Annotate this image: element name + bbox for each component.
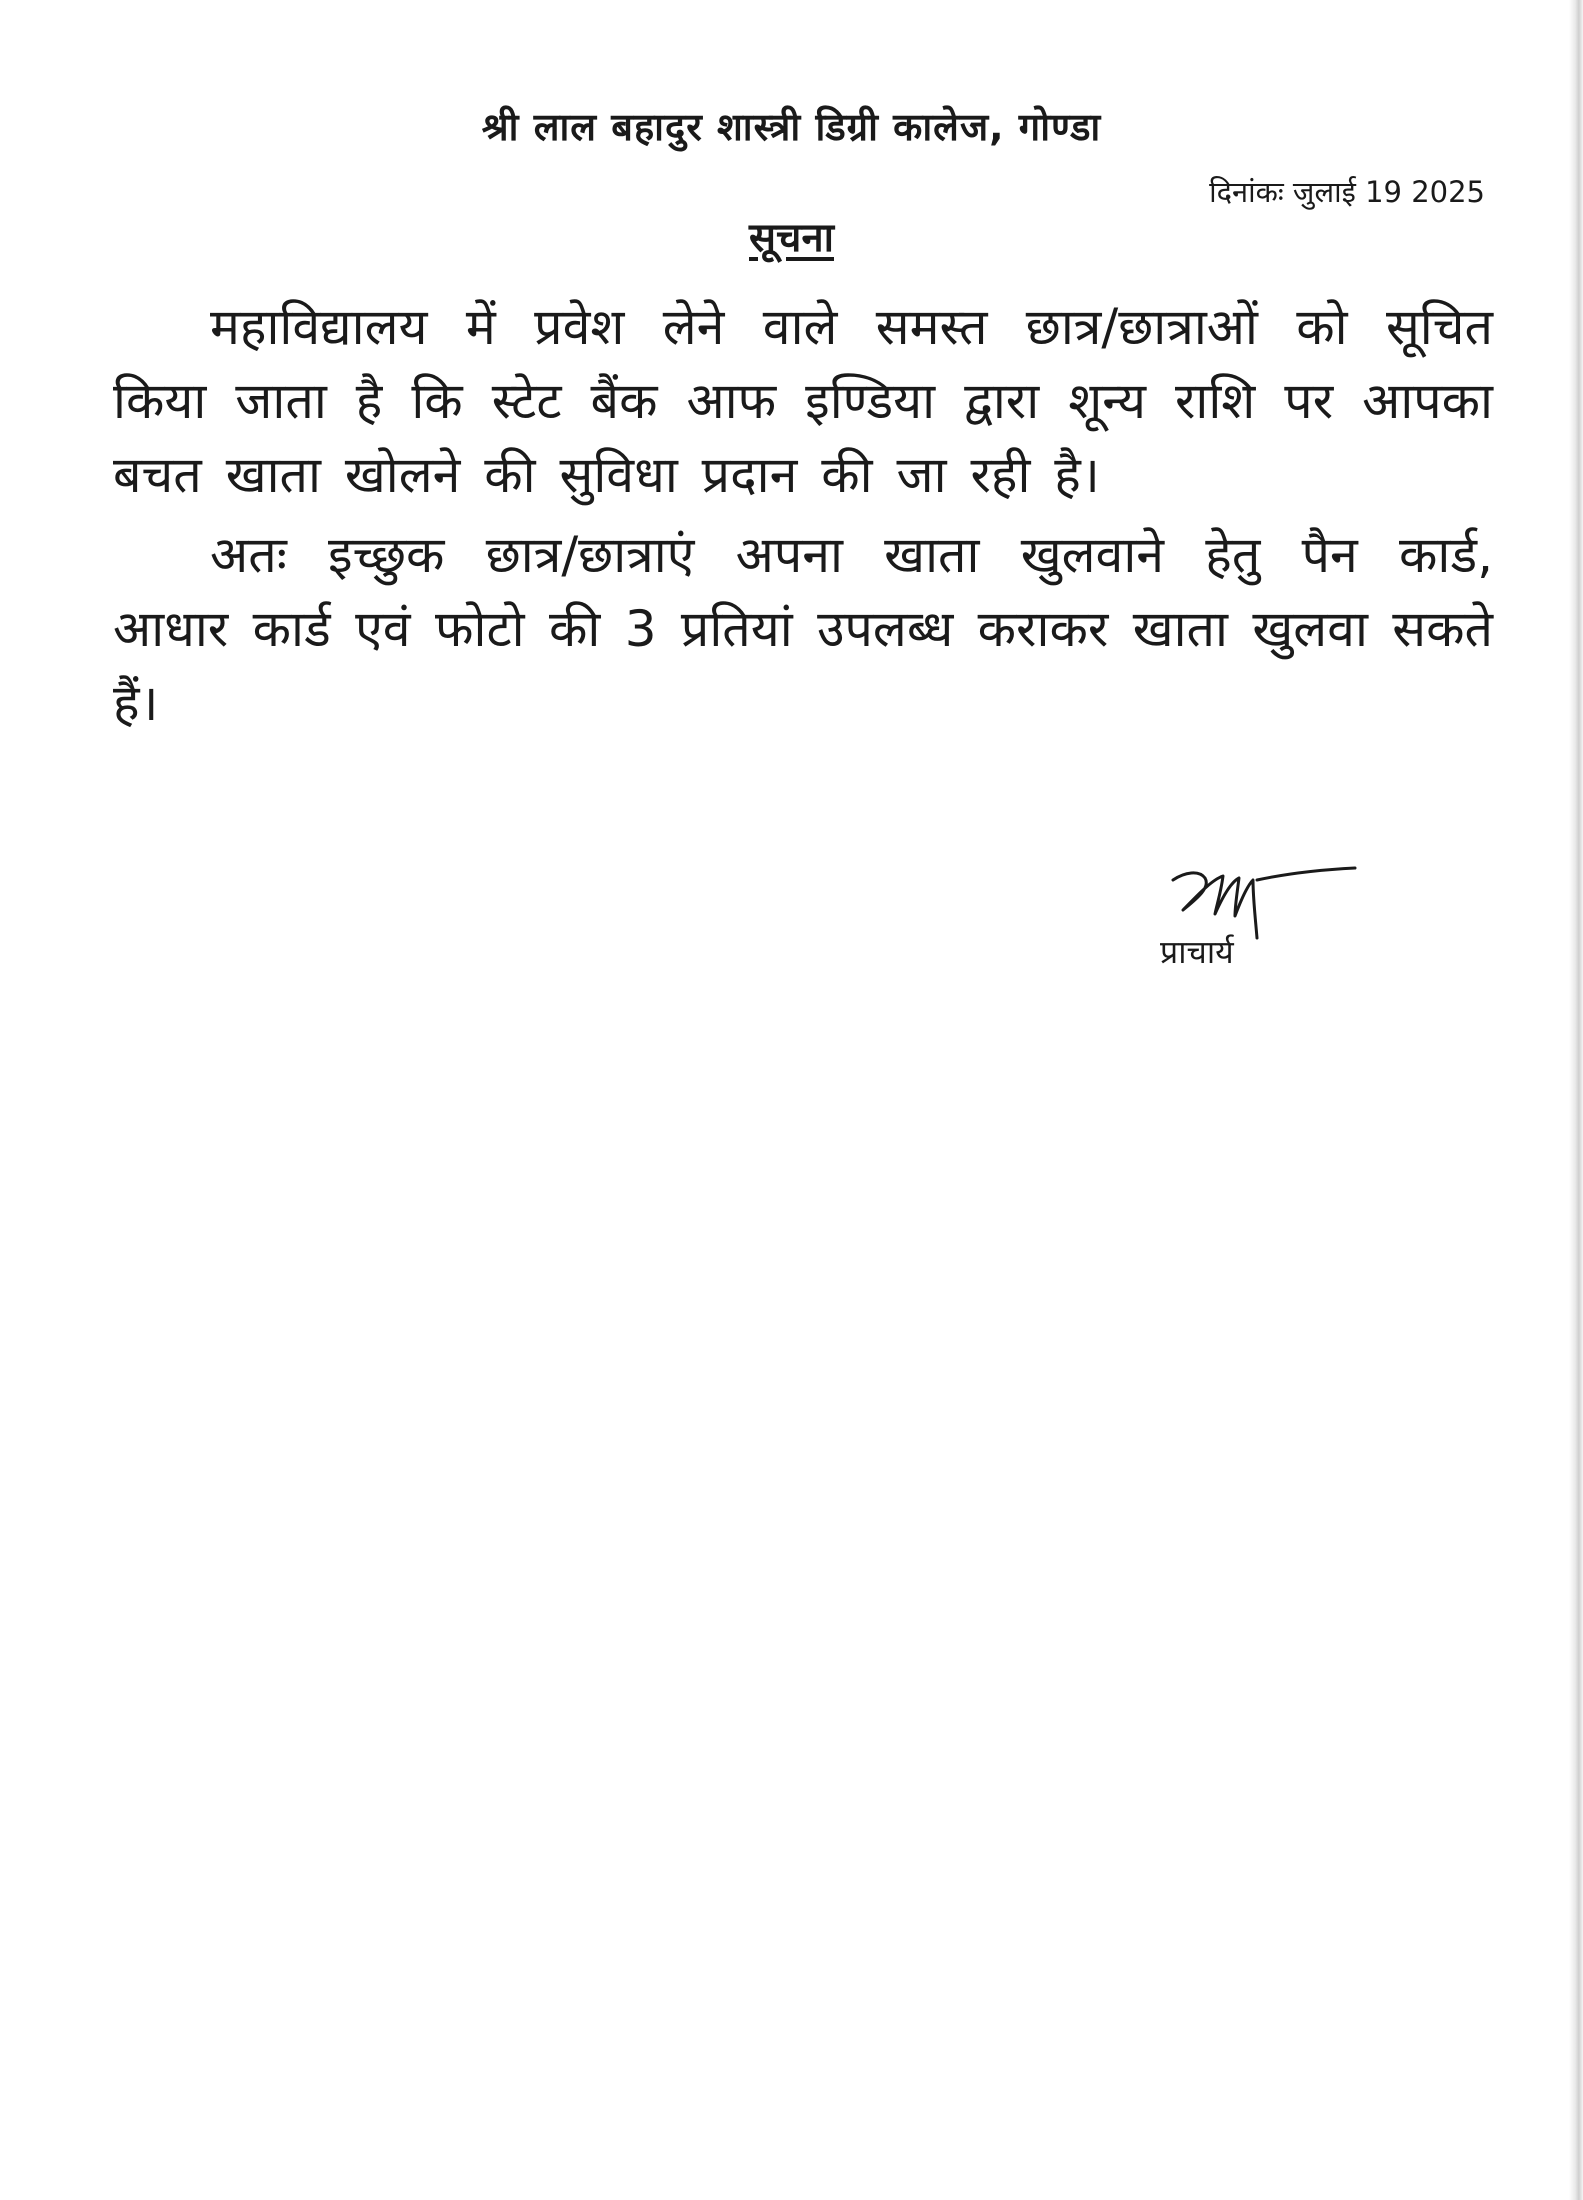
principal-designation: प्राचार्य xyxy=(1160,933,1234,971)
college-name: श्री लाल बहादुर शास्त्री डिग्री कालेज, गोण्डा xyxy=(481,105,1102,149)
notice-body xyxy=(113,290,1493,746)
scan-edge-shadow xyxy=(1569,0,1583,2200)
notice-paragraph: महाविद्यालय में प्रवेश लेने वाले समस्त छात्र/छात्राओं को सूचित किया जाता है कि स्टेट बैंक आफ इण्डिया द्वारा शून्य राशि पर आपका बचत खाता खोलने की सुविधा प्रदान की जा रही है। xyxy=(113,298,1493,504)
notice-date: दिनांकः जुलाई 19 2025 xyxy=(1209,175,1485,209)
notice-paragraph: अतः इच्छुक छात्र/छात्राएं अपना खाता खुलवाने हेतु पैन कार्ड, आधार कार्ड एवं फोटो की 3 प्रतियां उपलब्ध कराकर खाता खुलवा सकते हैं। xyxy=(113,526,1493,732)
notice-heading-text: सूचना xyxy=(749,215,834,261)
notice-heading xyxy=(0,208,1583,263)
